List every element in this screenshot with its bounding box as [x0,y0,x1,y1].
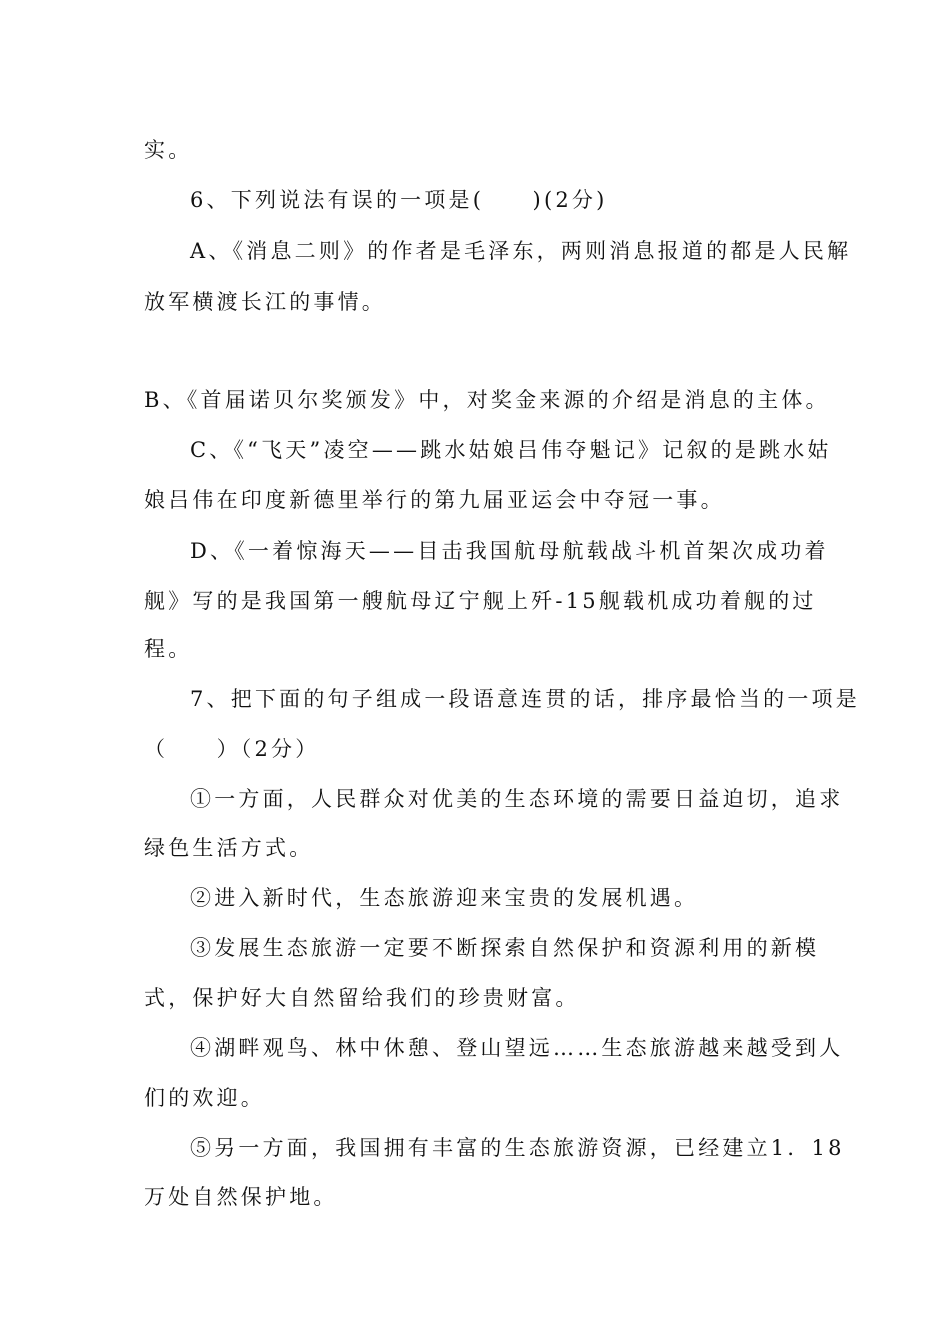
question-6-option-c: C、《“飞天”凌空——跳水姑娘吕伟夺魁记》记叙的是跳水姑 [190,438,832,462]
sentence-3: ③发展生态旅游一定要不断探索自然保护和资源利用的新模 [190,936,820,960]
text-line: 式，保护好大自然留给我们的珍贵财富。 [144,986,580,1010]
text-line: 放军横渡长江的事情。 [144,290,386,314]
sentence-2: ②进入新时代，生态旅游迎来宝贵的发展机遇。 [190,886,699,910]
text-line: 万处自然保护地。 [144,1185,338,1209]
sentence-1: ①一方面，人民群众对优美的生态环境的需要日益迫切，追求 [190,787,844,811]
question-6-option-d: D、《一着惊海天——目击我国航母航载战斗机首架次成功着 [190,539,829,563]
text-line: 舰》写的是我国第一艘航母辽宁舰上歼-15舰载机成功着舰的过 [144,589,817,613]
text-line: 们的欢迎。 [144,1086,265,1110]
text-line: 绿色生活方式。 [144,836,314,860]
text-line: 娘吕伟在印度新德里举行的第九届亚运会中夺冠一事。 [144,488,725,512]
text-line: （ ）（2分） [144,737,320,761]
text-line: 程。 [144,637,193,661]
sentence-5: ⑤另一方面，我国拥有丰富的生态旅游资源，已经建立1．18 [190,1136,845,1160]
question-6-option-b: B、《首届诺贝尔奖颁发》中，对奖金来源的介绍是消息的主体。 [144,388,830,412]
question-6-stem: 6、下列说法有误的一项是( )(2分) [190,188,608,212]
question-6-option-a: A、《消息二则》的作者是毛泽东，两则消息报道的都是人民解 [190,239,852,263]
question-7-stem: 7、把下面的句子组成一段语意连贯的话，排序最恰当的一项是 [190,687,860,711]
sentence-4: ④湖畔观鸟、林中休憩、登山望远……生态旅游越来越受到人 [190,1036,844,1060]
text-line: 实。 [144,138,193,162]
